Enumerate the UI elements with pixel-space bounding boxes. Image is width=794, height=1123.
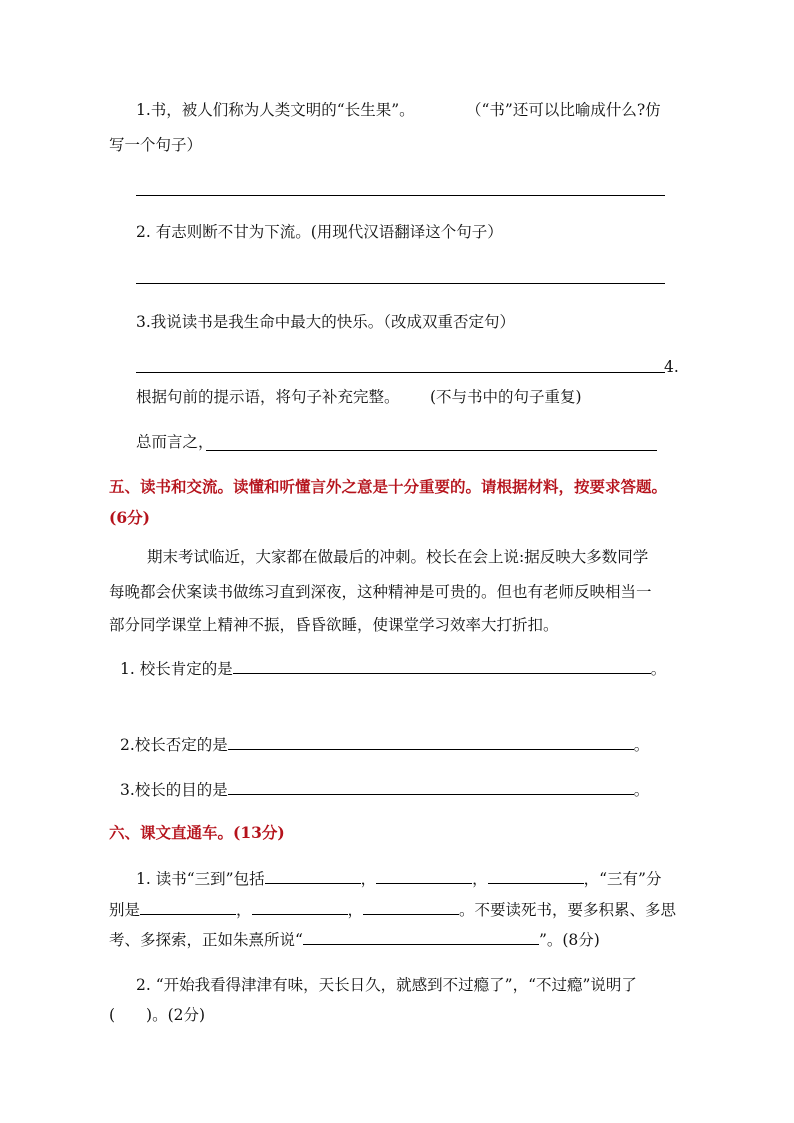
comma: ， [472,870,488,888]
section5-q2 [120,735,649,755]
section6-q1-text: 。不要读死书，要多积累、多思 [459,901,677,919]
period: 。 [633,736,650,754]
q4-number: 4. [664,358,679,376]
period: 。 [650,660,667,678]
q2-answer-line[interactable] [136,283,665,284]
section5-q1 [120,659,666,679]
quote-blank[interactable] [303,930,539,945]
section6-q1-text: 别是 [109,901,141,919]
section6-q2-answer[interactable]: ( )。(2分) [109,1006,206,1024]
q2-statement: 2. 有志则断不甘为下流。(用现代汉语翻译这个句子） [136,223,503,241]
section6-q1-text: ”。(8分) [538,931,600,949]
section6-q1-text: 1. 读书“三到”包括 [136,870,265,888]
section6-q1-line3 [109,930,600,950]
q4-instruction: (不与书中的句子重复) [430,388,582,406]
q4-statement: 根据句前的提示语，将句子补充完整。 [136,388,400,406]
section5-q2-label: 2.校长否定的是 [120,736,228,754]
blank[interactable] [265,869,361,884]
section5-q3 [120,780,649,800]
q4-prompt: 总而言之， [136,433,214,451]
comma: ， [360,870,377,888]
passage-line: 每晚都会伏案读书做练习直到深夜，这种精神是可贵的。但也有老师反映相当一 [109,583,652,601]
period: 。 [633,781,650,799]
passage-line: 期末考试临近，大家都在做最后的冲刺。校长在会上说:据反映大多数同学 [147,548,649,566]
section5-q3-label: 3.校长的目的是 [120,781,228,799]
q1-instruction: （“书”还可以比喻成什么?仿 [466,101,661,119]
section5-heading: 五、读书和交流。读懂和听懂言外之意是十分重要的。请根据材料，按要求答题。 [109,477,668,496]
comma: ， [347,901,364,919]
section5-q2-blank[interactable] [228,735,634,750]
q3-statement: 3.我说读书是我生命中最大的快乐。（改成双重否定句） [136,313,516,331]
q4-answer-line[interactable] [206,450,657,451]
blank[interactable] [488,869,584,884]
section5-score: (6分) [109,508,150,527]
blank[interactable] [252,900,348,915]
q1-instruction-cont: 写一个句子） [109,136,203,154]
comma: ， [583,870,600,888]
section6-q2: 2. “开始我看得津津有味，天长日久，就感到不过瘾了”，“不过瘾”说明了 [136,976,637,994]
q1-answer-line[interactable] [136,195,665,196]
q3-answer-line[interactable] [136,372,665,373]
section6-q1-text: “三有”分 [599,870,662,888]
section5-q3-blank[interactable] [228,780,634,795]
section6-heading: 六、课文直通车。(13分) [109,823,285,842]
comma: ， [236,901,252,919]
section6-q1-text: 考、多探索，正如朱熹所说“ [109,931,303,949]
passage-line: 部分同学课堂上精神不振，昏昏欲睡，使课堂学习效率大打折扣。 [109,616,559,634]
q1-statement: 1.书，被人们称为人类文明的“长生果”。 [136,101,415,119]
blank[interactable] [363,900,459,915]
section5-q1-blank[interactable] [233,659,651,674]
blank[interactable] [140,900,236,915]
section6-q1-line1 [136,869,661,889]
blank[interactable] [376,869,472,884]
section6-q1-line2 [109,900,676,920]
section5-q1-label: 1. 校长肯定的是 [120,660,233,678]
